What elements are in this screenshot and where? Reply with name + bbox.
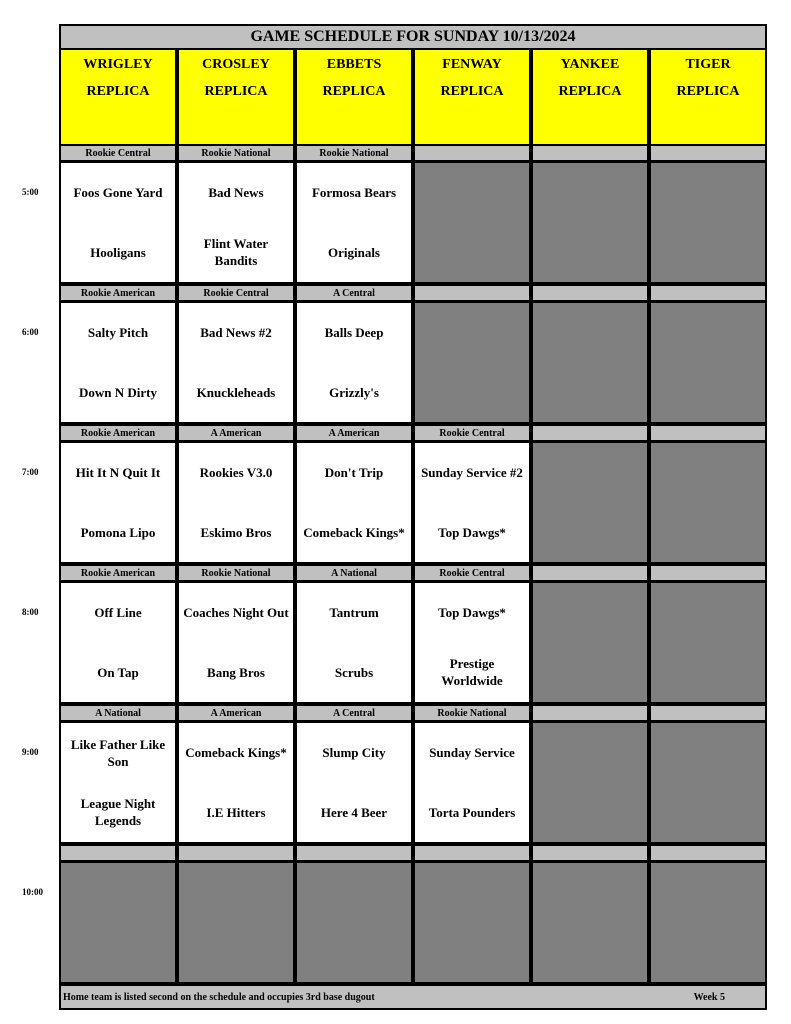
division-label: A National [295,564,413,582]
field-name: WRIGLEY [83,57,153,72]
field-subtitle: REPLICA [86,84,150,99]
empty-slot [413,161,531,284]
empty-slot [531,441,649,564]
home-team: Grizzly's [329,384,379,400]
field-name: EBBETS [326,57,382,72]
empty-slot [413,301,531,424]
division-label: Rookie Central [177,284,295,302]
away-team: Hit It N Quit It [75,465,161,481]
home-team: On Tap [97,664,139,680]
empty-slot [295,861,413,984]
division-label [531,844,649,862]
home-team: Torta Pounders [428,804,516,820]
away-team: Foos Gone Yard [73,185,163,201]
division-label [531,424,649,442]
division-label: Rookie Central [59,144,177,162]
home-team: Down N Dirty [79,384,157,400]
empty-slot [531,721,649,844]
field-subtitle: REPLICA [440,84,504,99]
game-cell [59,301,177,424]
division-label [59,844,177,862]
game-cell [295,581,413,704]
empty-slot [649,581,767,704]
away-team: Sunday Service #2 [421,465,523,481]
home-team: Bang Bros [207,664,265,680]
schedule-title: GAME SCHEDULE FOR SUNDAY 10/13/2024 [59,24,767,50]
away-team: Sunday Service [429,745,515,761]
division-label [649,144,767,162]
game-cell [59,441,177,564]
division-label: Rookie National [177,564,295,582]
game-cell [177,441,295,564]
empty-slot [531,861,649,984]
empty-slot [531,301,649,424]
division-label [649,424,767,442]
game-cell [177,161,295,284]
division-label: Rookie American [59,284,177,302]
division-label [531,704,649,722]
field-name: TIGER [685,57,731,72]
game-cell [413,441,531,564]
division-label: Rookie Central [413,564,531,582]
home-team: Here 4 Beer [320,804,388,820]
time-label: 5:00 [22,187,39,197]
game-cell [177,301,295,424]
time-label: 7:00 [22,467,39,477]
home-team: I.E Hitters [206,804,266,820]
home-team: Flint Water Bandits [203,236,269,269]
empty-slot [649,301,767,424]
empty-slot [413,861,531,984]
home-team: Scrubs [334,664,374,680]
empty-slot [59,861,177,984]
game-cell [59,721,177,844]
home-team: Knuckleheads [196,384,276,400]
field-name: FENWAY [442,57,502,72]
home-team: Prestige Worldwide [441,656,503,689]
home-team: Top Dawgs* [438,524,506,540]
division-label: A American [295,424,413,442]
division-label [649,704,767,722]
game-cell [295,721,413,844]
division-label [531,564,649,582]
division-label: Rookie National [413,704,531,722]
division-label: Rookie National [295,144,413,162]
game-cell [59,581,177,704]
division-label [649,284,767,302]
field-header-wrigley [59,48,177,146]
away-team: Slump City [322,745,386,761]
empty-slot [531,161,649,284]
home-team: Pomona Lipo [80,524,156,540]
time-label: 6:00 [22,327,39,337]
away-team: Coaches Night Out [183,605,289,621]
home-team: Originals [327,244,380,260]
away-team: Balls Deep [324,325,384,341]
away-team: Rookies V3.0 [199,465,273,481]
empty-slot [649,161,767,284]
division-label [649,844,767,862]
division-label [531,144,649,162]
division-label: A National [59,704,177,722]
footer-note: Home team is listed second on the schedule and occupies 3rd base dugout [63,991,375,1003]
empty-slot [177,861,295,984]
away-team: Top Dawgs* [438,605,506,621]
empty-slot [649,861,767,984]
empty-slot [531,581,649,704]
division-label: Rookie American [59,564,177,582]
footer-bar [59,984,767,1010]
division-label: A Central [295,284,413,302]
away-team: Formosa Bears [311,185,397,201]
game-cell [413,581,531,704]
division-label: Rookie National [177,144,295,162]
away-team: Bad News [208,185,264,201]
time-label: 9:00 [22,747,39,757]
field-subtitle: REPLICA [558,84,622,99]
away-team: Bad News #2 [200,325,272,341]
home-team: Comeback Kings* [303,524,405,540]
away-team: Comeback Kings* [185,745,287,761]
away-team: Like Father Like Son [70,736,166,769]
field-name: YANKEE [560,57,620,72]
division-label [413,844,531,862]
home-team: Eskimo Bros [200,524,272,540]
division-label: A American [177,704,295,722]
game-cell [177,721,295,844]
away-team: Off Line [94,605,142,621]
division-label: A Central [295,704,413,722]
division-label [649,564,767,582]
away-team: Tantrum [329,605,379,621]
division-label [177,844,295,862]
field-header-ebbets [295,48,413,146]
field-subtitle: REPLICA [204,84,268,99]
field-header-tiger [649,48,767,146]
game-cell [295,161,413,284]
game-cell [295,441,413,564]
division-label [295,844,413,862]
field-subtitle: REPLICA [322,84,386,99]
empty-slot [649,721,767,844]
schedule-table [22,24,767,1003]
home-team: Hooligans [90,244,146,260]
time-label: 10:00 [22,887,43,897]
week-label: Week 5 [693,991,725,1003]
game-cell [295,301,413,424]
field-header-crosley [177,48,295,146]
game-cell [177,581,295,704]
away-team: Salty Pitch [87,325,149,341]
field-header-yankee [531,48,649,146]
game-cell [413,721,531,844]
division-label [413,284,531,302]
home-team: League Night Legends [80,796,156,829]
field-name: CROSLEY [202,57,270,72]
division-label: Rookie Central [413,424,531,442]
division-label [413,144,531,162]
division-label [531,284,649,302]
field-subtitle: REPLICA [676,84,740,99]
division-label: A American [177,424,295,442]
away-team: Don't Trip [324,465,384,481]
empty-slot [649,441,767,564]
game-cell [59,161,177,284]
field-header-fenway [413,48,531,146]
division-label: Rookie American [59,424,177,442]
time-label: 8:00 [22,607,39,617]
